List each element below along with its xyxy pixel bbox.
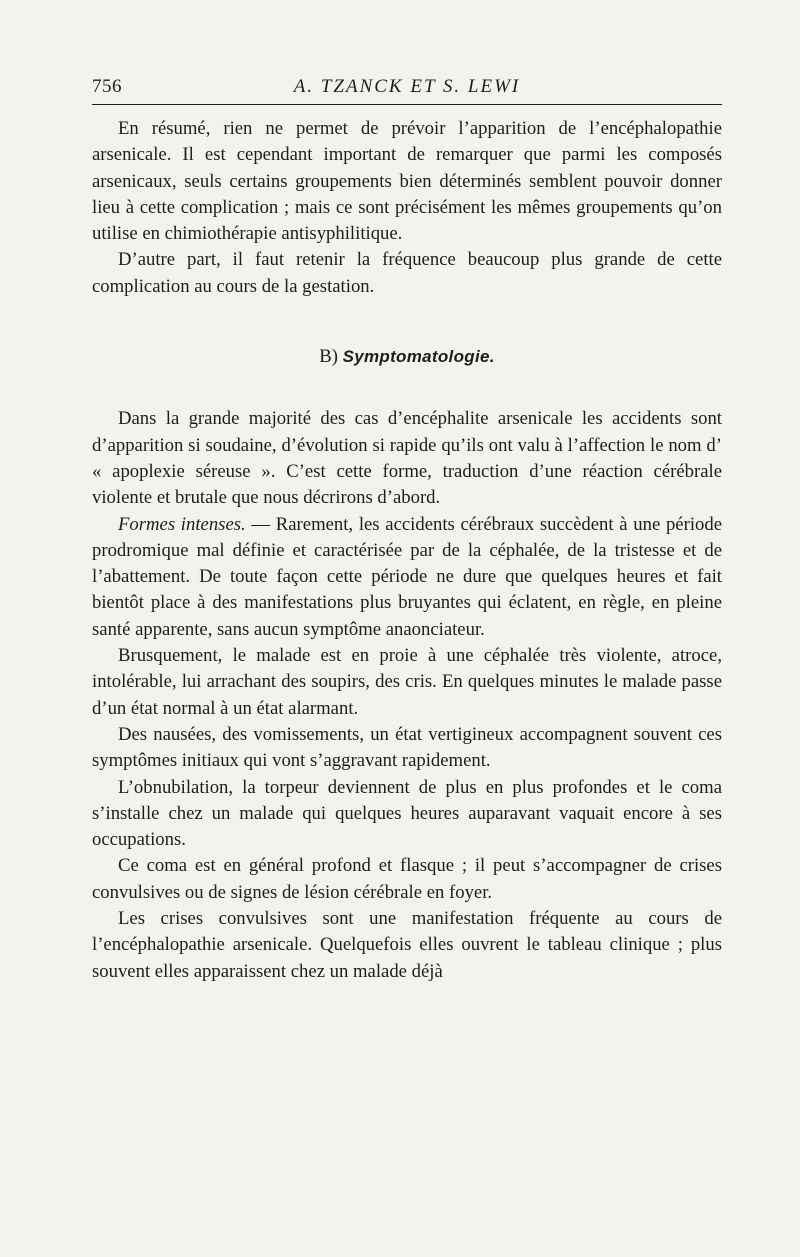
- paragraph: Les crises convulsives sont une manifestation fréquente au cours de l’encéphalopathie arsenicale. Quelquefois elles ouvrent le tableau clinique ; plus souvent elles apparaissent chez un malade déjà: [92, 908, 722, 982]
- page-header: [92, 72, 722, 102]
- paragraph-formes: [92, 512, 722, 643]
- section-heading: [92, 344, 722, 370]
- paragraph: En résumé, rien ne permet de prévoir l’apparition de l’encéphalopathie arsenicale. Il est cependant important de remarquer que parmi les composés arsenicaux, seuls certains groupements bien déterminés semblent pouvoir donner lieu à cette complication ; mais ce sont précisément les mêmes groupements qu’on utilise en chimiothérapie antisyphilitique.: [92, 118, 722, 245]
- body-text: [92, 116, 722, 985]
- paragraph: Brusquement, le malade est en proie à une céphalée très violente, atroce, intolérable, lui arrachant des soupirs, des cris. En quelques minutes le malade passe d’un état normal à un état alarmant.: [92, 645, 722, 719]
- paragraph: Des nausées, des vomissements, un état vertigineux accompagnent souvent ces symptômes initiaux qui vont s’aggravant rapidement.: [92, 723, 722, 772]
- paragraph: L’obnubilation, la torpeur deviennent de plus en plus profondes et le coma s’installe chez un malade qui quelques heures auparavant vaquait encore à ses occupations.: [92, 776, 722, 851]
- header-rule: [92, 104, 722, 105]
- paragraph: Ce coma est en général profond et flasque ; il peut s’accompagner de crises convulsives ou de signes de lésion cérébrale en foyer.: [92, 855, 722, 903]
- page-number: 756: [92, 76, 122, 97]
- running-title: A. TZANCK ET S. LEWI: [293, 76, 521, 97]
- paragraph-formes-text: — Rarement, les accidents cérébraux succèdent à une période prodromique mal définie et caractérisée par de la céphalée, de la tristesse et de l’abattement. De toute façon cette période ne dure que quelques heures et fait bientôt place à des manifestations plus bruyantes qui éclatent, en règle, en pleine santé apparente, sans aucun symptôme anaonciateur.: [92, 513, 722, 640]
- paragraph: Dans la grande majorité des cas d’encéphalite arsenicale les accidents sont d’apparition si soudaine, d’évolution si rapide qu’ils ont valu à l’affection le nom d’ « apoplexie séreuse ». C’est cette forme, traduction d’une réaction cérébrale violente et brutale que nous décrirons d’abord.: [92, 408, 722, 509]
- section-label: B): [319, 346, 338, 368]
- subheading-formes-intenses: Formes intenses.: [118, 513, 246, 535]
- section-title: Symptomatologie.: [342, 347, 495, 367]
- paragraph: D’autre part, il faut retenir la fréquence beaucoup plus grande de cette complication au cours de la gestation.: [92, 249, 722, 297]
